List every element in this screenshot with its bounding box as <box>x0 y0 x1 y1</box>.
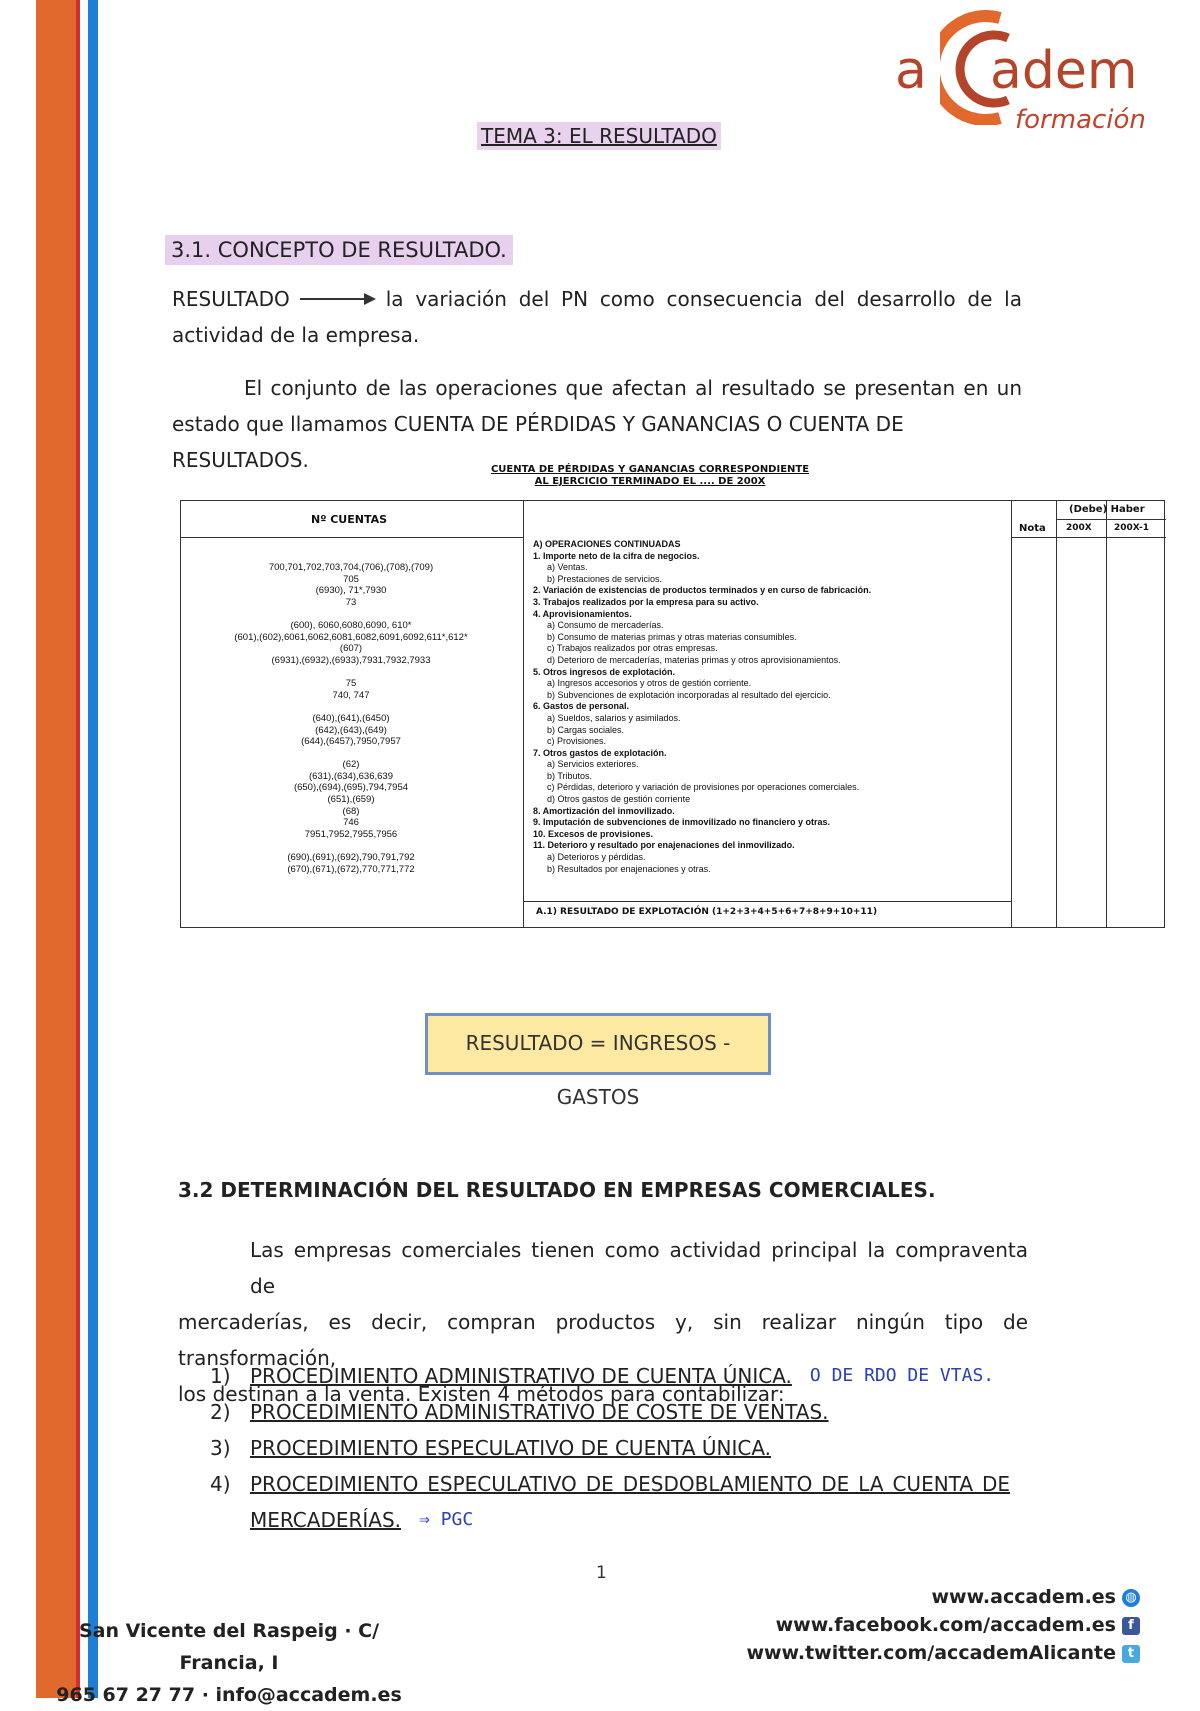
account-code-row: (650),(694),(695),794,7954 <box>293 782 409 794</box>
footer-links <box>746 1583 1140 1667</box>
footer-phone-email: 965 67 27 77 · info@accadem.es <box>56 1684 402 1706</box>
concept-row: b) Prestaciones de servicios. <box>547 573 663 584</box>
concept-row: a) Consumo de mercaderías. <box>547 620 664 631</box>
account-code-row: 705 <box>343 573 359 585</box>
concept-row: d) Deterioro de mercaderías, materias primas y otros aprovisionamientos. <box>547 654 841 665</box>
account-code-row: 73 <box>345 596 357 608</box>
concept-row: 1. Importe neto de la cifra de negocios. <box>533 550 700 561</box>
facebook-icon: f <box>1122 1617 1140 1635</box>
concept-row: b) Subvenciones de explotación incorporadas al resultado del ejercicio. <box>547 689 831 700</box>
comerciales-line-2: mercaderías, es decir, compran productos y, sin realizar ningún tipo de transformación, <box>178 1310 1028 1370</box>
table-divider <box>1011 537 1166 538</box>
account-code-row: (6930), 71*,7930 <box>315 585 387 597</box>
concept-row: 11. Deterioro y resultado por enajenaciones del inmovilizado. <box>533 840 795 851</box>
globe-icon: ◍ <box>1122 1589 1140 1607</box>
account-code-row <box>181 551 521 563</box>
logo-text-adem: adem <box>990 41 1138 101</box>
definition-line-2: actividad de la empresa. <box>172 323 420 347</box>
resultado-explotacion-row: A.1) RESULTADO DE EXPLOTACIÓN (1+2+3+4+5+6+7+8+9+10+11) <box>536 907 878 917</box>
account-code-row: (6931),(6932),(6933),7931,7932,7933 <box>271 654 431 666</box>
account-code-row: (651),(659) <box>327 794 375 806</box>
account-code-row: (642),(643),(649) <box>315 724 387 736</box>
concept-row: a) Servicios exteriores. <box>547 759 639 770</box>
handwritten-note: ⇒ PGC <box>419 1509 474 1530</box>
account-code-row <box>181 840 521 852</box>
concept-row: 5. Otros ingresos de explotación. <box>533 666 676 677</box>
table-divider <box>1056 501 1057 927</box>
web-link[interactable]: www.accadem.es <box>931 1586 1116 1608</box>
definition-line-1: la variación del PN como consecuencia del desarrollo de la <box>385 287 1022 311</box>
pyg-table-title <box>470 464 830 488</box>
concept-row: a) Ingresos accesorios y otros de gestión corriente. <box>547 678 752 689</box>
logo-text-formacion: formación <box>1015 105 1146 135</box>
account-code-row <box>181 667 521 679</box>
comerciales-line-3: los destinan a la venta. Existen 4 métodos para contabilizar: <box>178 1382 785 1406</box>
concepts-column <box>533 539 1013 875</box>
footer-web[interactable] <box>746 1583 1140 1611</box>
method-number: 1) <box>210 1364 231 1388</box>
method-item <box>210 1466 1010 1502</box>
concept-row: A) OPERACIONES CONTINUADAS <box>533 539 681 549</box>
concept-row: c) Pérdidas, deterioro y variación de provisiones por operaciones comerciales. <box>547 782 860 793</box>
twitter-icon: t <box>1122 1645 1140 1663</box>
account-code-row: 700,701,702,703,704,(706),(708),(709) <box>268 562 434 574</box>
account-code-row: (68) <box>342 805 360 817</box>
account-code-row: 75 <box>345 678 357 690</box>
concept-row: 4. Aprovisionamientos. <box>533 608 632 619</box>
footer-contact <box>44 1615 414 1711</box>
method-number: 2) <box>210 1400 231 1424</box>
table-divider <box>181 537 523 538</box>
account-code-row: (670),(671),(672),770,771,772 <box>287 863 415 875</box>
concept-row: 2. Variación de existencias de productos terminados y en curso de fabricación. <box>533 585 872 596</box>
col-header-debe-haber: (Debe) Haber <box>1069 504 1145 515</box>
table-divider <box>523 501 524 927</box>
concept-row: a) Sueldos, salarios y asimilados. <box>547 712 681 723</box>
account-code-row <box>181 701 521 713</box>
pyg-title-line-2: AL EJERCICIO TERMINADO EL .... DE 200X <box>534 476 766 487</box>
concept-row: 9. Imputación de subvenciones de inmovilizado no financiero y otras. <box>533 817 831 828</box>
concept-row: a) Deterioros y pérdidas. <box>547 852 646 863</box>
facebook-link[interactable]: www.facebook.com/accadem.es <box>775 1614 1116 1636</box>
page-title: TEMA 3: EL RESULTADO <box>477 122 721 150</box>
table-divider <box>1106 501 1107 927</box>
blue-stripe <box>88 0 98 1698</box>
section-heading-comerciales: 3.2 DETERMINACIÓN DEL RESULTADO EN EMPRESAS COMERCIALES. <box>178 1178 936 1202</box>
method-text: PROCEDIMIENTO ESPECULATIVO DE CUENTA ÚNICA. <box>250 1436 772 1460</box>
concept-row: c) Provisiones. <box>547 736 607 747</box>
footer-facebook[interactable] <box>746 1611 1140 1639</box>
pyg-table <box>180 500 1165 928</box>
account-code-row <box>181 539 521 551</box>
account-code-row: 740, 747 <box>332 689 370 701</box>
method-item <box>210 1394 1010 1430</box>
account-codes-column <box>181 539 521 875</box>
orange-stripe <box>36 0 76 1698</box>
account-code-row <box>181 748 521 760</box>
concept-row: b) Tributos. <box>547 770 593 781</box>
logo-text-a: a <box>895 41 927 101</box>
method-text: PROCEDIMIENTO ADMINISTRATIVO DE COSTE DE VENTAS. <box>250 1400 829 1424</box>
concept-row: a) Ventas. <box>547 562 588 573</box>
account-code-row: (62) <box>342 759 360 771</box>
method-number <box>210 1502 250 1538</box>
concept-row: 8. Amortización del inmovilizado. <box>533 805 675 816</box>
table-divider <box>1056 519 1166 520</box>
concept-row: c) Trabajos realizados por otras empresas. <box>547 643 718 654</box>
handwritten-note: O DE RDO DE VTAS. <box>809 1365 995 1386</box>
concept-row: 3. Trabajos realizados por la empresa para su activo. <box>533 596 759 607</box>
pyg-title-line-1: CUENTA DE PÉRDIDAS Y GANANCIAS CORRESPONDIENTE <box>490 464 810 475</box>
concept-row: 7. Otros gastos de explotación. <box>533 747 667 758</box>
method-number: 3) <box>210 1436 231 1460</box>
account-code-row: (631),(634),636,639 <box>309 770 393 782</box>
concept-row: b) Cargas sociales. <box>547 724 625 735</box>
right-arrow-icon <box>298 289 378 309</box>
account-code-row: 7951,7952,7955,7956 <box>304 828 398 840</box>
methods-list <box>210 1358 1010 1538</box>
col-header-nota: Nota <box>1019 523 1046 534</box>
estado-line-2: estado que llamamos CUENTA DE PÉRDIDAS Y GANANCIAS O CUENTA DE RESULTADOS. <box>172 412 904 472</box>
account-code-row: 746 <box>343 817 359 829</box>
concept-row: b) Resultados por enajenaciones y otras. <box>547 863 711 874</box>
red-stripe <box>76 0 80 1698</box>
method-text: MERCADERÍAS. <box>250 1508 402 1532</box>
concept-row: b) Consumo de materias primas y otras materias consumibles. <box>547 631 797 642</box>
method-item <box>210 1358 1010 1394</box>
concept-row: d) Otros gastos de gestión corriente <box>547 794 691 805</box>
twitter-link[interactable]: www.twitter.com/accademAlicante <box>746 1642 1116 1664</box>
col-header-200x-1: 200X-1 <box>1114 523 1149 533</box>
account-code-row <box>181 609 521 621</box>
table-divider <box>523 901 1011 902</box>
footer-address: San Vicente del Raspeig · C/ Francia, I <box>78 1620 380 1674</box>
footer-twitter[interactable] <box>746 1639 1140 1667</box>
concept-row: 6. Gastos de personal. <box>533 701 630 712</box>
account-code-row: (601),(602),6061,6062,6081,6082,6091,6092,611*,612* <box>234 631 468 643</box>
method-text: PROCEDIMIENTO ESPECULATIVO DE DESDOBLAMIENTO DE LA CUENTA DE <box>250 1472 1010 1496</box>
account-code-row: (640),(641),(6450) <box>312 712 390 724</box>
method-number: 4) <box>210 1472 231 1496</box>
resultado-label: RESULTADO <box>172 287 290 311</box>
estado-line-1: El conjunto de las operaciones que afectan al resultado se presentan en un <box>244 376 1022 400</box>
accadem-logo <box>895 5 1175 140</box>
section-heading-concepto: 3.1. CONCEPTO DE RESULTADO. <box>165 235 513 265</box>
account-code-row: (607) <box>339 643 363 655</box>
method-item <box>210 1430 1010 1466</box>
method-item <box>210 1502 1010 1538</box>
account-code-row: (600), 6060,6080,6090, 610* <box>290 620 412 632</box>
method-text: PROCEDIMIENTO ADMINISTRATIVO DE CUENTA ÚNICA. <box>250 1364 792 1388</box>
concept-row: 10. Excesos de provisiones. <box>533 828 654 839</box>
col-header-cuentas: Nº CUENTAS <box>311 513 388 526</box>
col-header-200x: 200X <box>1066 523 1092 533</box>
account-code-row: (690),(691),(692),790,791,792 <box>287 852 415 864</box>
definition-paragraph <box>172 281 1022 353</box>
estado-paragraph <box>172 370 1022 478</box>
formula-box: RESULTADO = INGRESOS - GASTOS <box>425 1013 771 1075</box>
page-number: 1 <box>596 1563 607 1583</box>
account-code-row: (644),(6457),7950,7957 <box>301 736 401 748</box>
comerciales-line-1: Las empresas comerciales tienen como actividad principal la compraventa de <box>250 1238 1028 1298</box>
